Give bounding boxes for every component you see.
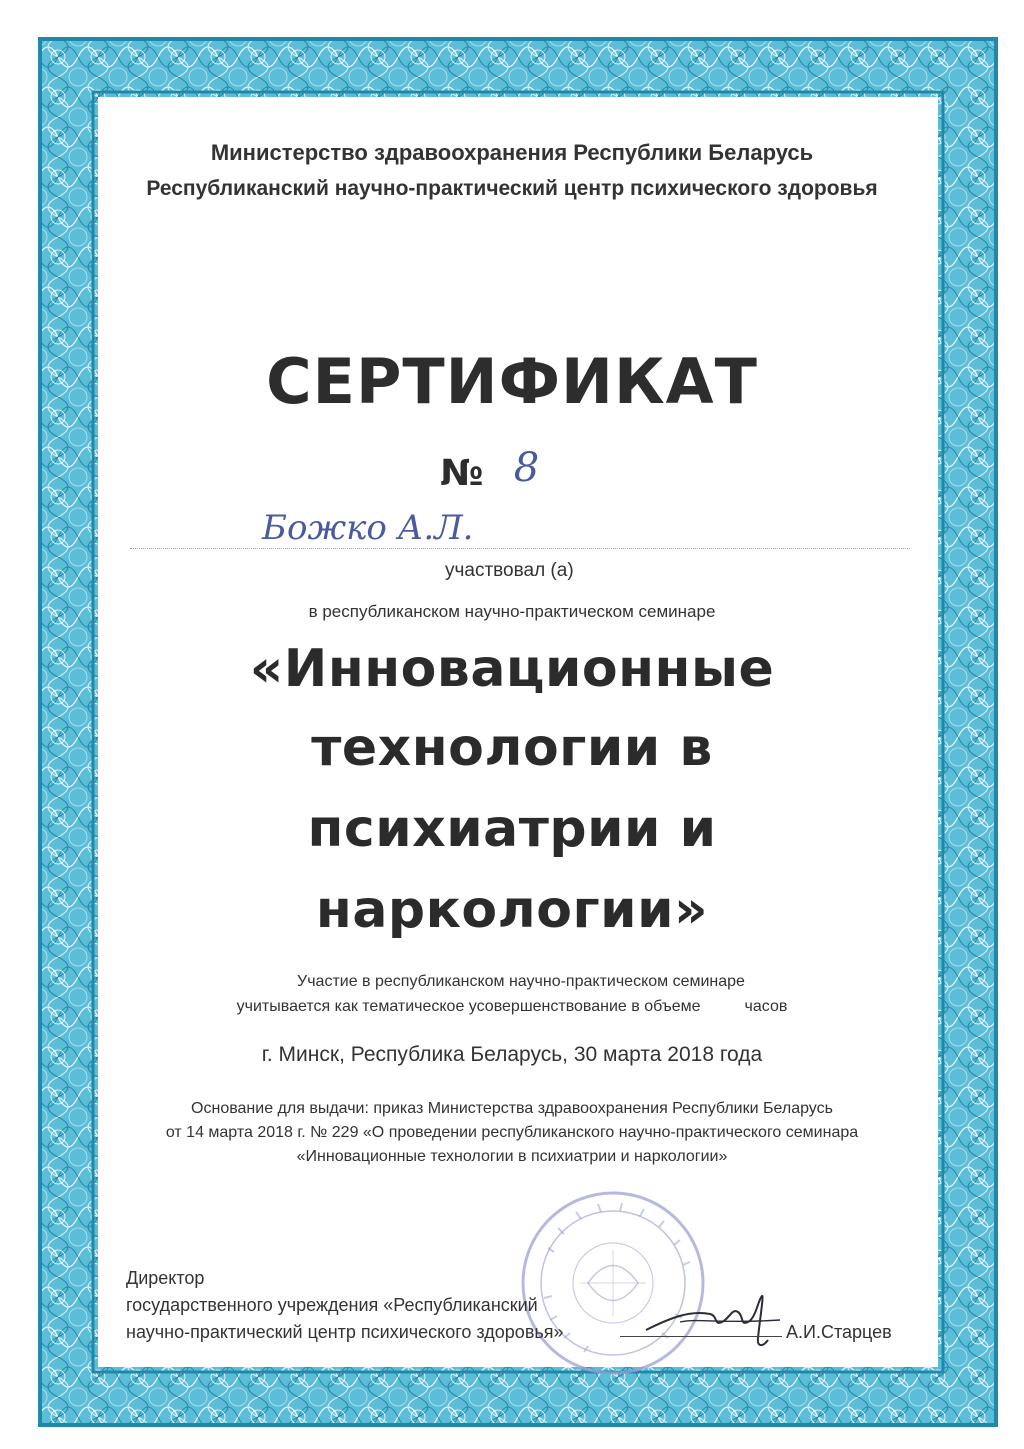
- credit-line-1: Участие в республиканском научно-практическом семинаре: [297, 973, 745, 990]
- seminar-title-line: психиатрии и: [307, 799, 717, 859]
- basis-line-3: «Инновационные технологии в психиатрии и наркологии»: [296, 1148, 728, 1165]
- number-value: 8: [513, 445, 540, 491]
- signatory-position-1: Директор: [126, 1268, 205, 1288]
- seminar-title-line: наркологии»: [315, 880, 709, 940]
- seminar-title-line: технологии в: [311, 718, 713, 778]
- seminar-title: [0, 638, 1024, 958]
- seminar-title-line: «Инновационные: [249, 639, 775, 699]
- recipient-name: Божко А.Л.: [262, 508, 474, 548]
- signatory-position-2: государственного учреждения «Республиканский: [126, 1295, 538, 1315]
- signature: [640, 1278, 790, 1358]
- participated-label: участвовал (а): [445, 560, 574, 581]
- signatory-name: А.И.Старцев: [786, 1322, 892, 1342]
- basis-line-1: Основание для выдачи: приказ Министерства здравоохранения Республики Беларусь: [191, 1100, 833, 1117]
- certificate-number: [440, 445, 539, 494]
- seminar-intro: в республиканском научно-практическом семинаре: [308, 602, 716, 621]
- credit-text: учитывается как тематическое усовершенствование в объеме: [236, 998, 701, 1015]
- number-label: №: [440, 453, 484, 494]
- certificate-title: СЕРТИФИКАТ: [266, 345, 758, 418]
- basis-line-2: от 14 марта 2018 г. № 229 «О проведении республиканского научно-практического семинара: [165, 1124, 859, 1141]
- ministry-name: Министерство здравоохранения Республики Беларусь: [210, 140, 814, 165]
- center-name: Республиканский научно-практический центр психического здоровья: [146, 177, 878, 200]
- hours-label: часов: [744, 998, 788, 1015]
- signatory-position-3: научно-практический центр психического здоровья»: [126, 1322, 564, 1342]
- credit-line-2: [0, 998, 1024, 1016]
- signature-line: [620, 1336, 782, 1337]
- name-underline: [130, 548, 910, 549]
- place-date: г. Минск, Республика Беларусь, 30 марта 2018 года: [261, 1043, 763, 1066]
